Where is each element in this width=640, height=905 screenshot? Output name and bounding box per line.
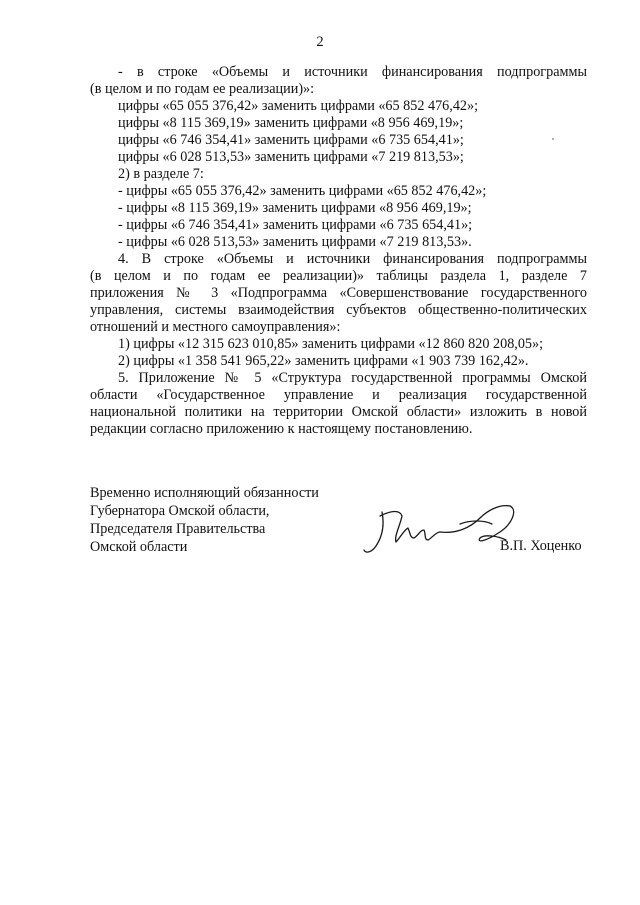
signatory-title <box>90 484 390 556</box>
paragraph-line: цифры «8 115 369,19» заменить цифрами «8 956 469,19»; <box>118 115 464 131</box>
signer-name: В.П. Хоценко <box>500 538 582 554</box>
paragraph-line: - цифры «6 028 513,53» заменить цифрами «7 219 813,53». <box>118 234 472 250</box>
document-body <box>90 64 587 438</box>
paragraph-line: (в целом и по годам ее реализации)»: <box>90 81 315 97</box>
page-number: 2 <box>316 34 324 50</box>
signatory-title-line: Омской области <box>90 539 188 555</box>
handwritten-signature <box>360 494 520 564</box>
signatory-title-line: Временно исполняющий обязанности <box>90 485 319 501</box>
signatory-title-line: Председателя Правительства <box>90 521 266 537</box>
paragraph-line: 2) в разделе 7: <box>118 166 204 182</box>
paragraph-line: цифры «6 028 513,53» заменить цифрами «7 219 813,53»; <box>118 149 464 165</box>
paragraph-line: управления, системы взаимодействия субъектов общественно-политических <box>90 302 587 318</box>
paragraph-line: 1) цифры «12 315 623 010,85» заменить цифрами «12 860 820 208,05»; <box>118 336 544 352</box>
paragraph-line: области «Государственное управление и реализация государственной <box>90 387 587 403</box>
paragraph-line: цифры «65 055 376,42» заменить цифрами «65 852 476,42»; <box>118 98 479 114</box>
paragraph-line: 5. Приложение № 5 «Структура государственной программы Омской <box>118 370 587 386</box>
paragraph-line: - цифры «6 746 354,41» заменить цифрами «6 735 654,41»; <box>118 217 473 233</box>
paragraph-line: - цифры «65 055 376,42» заменить цифрами «65 852 476,42»; <box>118 183 487 199</box>
paragraph-line: - в строке «Объемы и источники финансирования подпрограммы <box>118 64 587 80</box>
paragraph-line: 4. В строке «Объемы и источники финансирования подпрограммы <box>118 251 587 267</box>
paragraph-line: национальной политики на территории Омской области» изложить в новой <box>90 404 587 420</box>
scan-speck <box>552 138 554 140</box>
paragraph-line: приложения № 3 «Подпрограмма «Совершенствование государственного <box>90 285 587 301</box>
paragraph-line: отношений и местного самоуправления»: <box>90 319 341 335</box>
paragraph-line: цифры «6 746 354,41» заменить цифрами «6 735 654,41»; <box>118 132 464 148</box>
paragraph-line: - цифры «8 115 369,19» заменить цифрами «8 956 469,19»; <box>118 200 472 216</box>
paragraph-line: редакции согласно приложению к настоящему постановлению. <box>90 421 473 437</box>
paragraph-line: (в целом и по годам ее реализации)» таблицы раздела 1, разделе 7 <box>90 268 587 284</box>
signatory-title-line: Губернатора Омской области, <box>90 503 270 519</box>
paragraph-line: 2) цифры «1 358 541 965,22» заменить цифрами «1 903 739 162,42». <box>118 353 529 369</box>
